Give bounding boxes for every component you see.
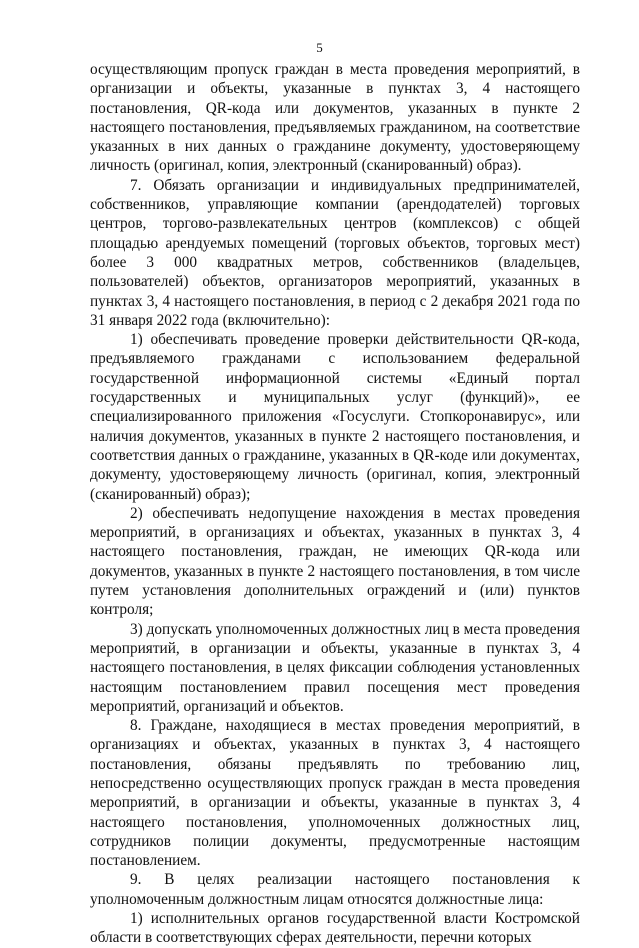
paragraph-item-9: 9. В целях реализации настоящего постановления к уполномоченным должностным лицам относятся должностные лица:: [90, 871, 580, 908]
paragraph-item-7-2: 2) обеспечивать недопущение нахождения в местах проведения мероприятий, в организациях и объектах, указанных в пунктах 3, 4 настоящего постановления, граждан, не имеющих QR-кода или документов, указанных в пункте 2 настоящего постановления, в том числе путем установления дополнительных ограждений и (или) пунктов контроля;: [90, 504, 580, 619]
paragraph-item-7-3: 3) допускать уполномоченных должностных лиц в места проведения мероприятий, в организации и объекты, указанные в пунктах 3, 4 настоящего постановления, в целях фиксации соблюдения установленных настоящим постановлением правил посещения мест проведения мероприятий, организаций и объектов.: [90, 620, 580, 715]
paragraph-item-8: 8. Граждане, находящиеся в местах проведения мероприятий, в организациях и объектах, указанных в пунктах 3, 4 настоящего постановления, обязаны предъявлять по требованию лиц, непосредственно осуществляющих пропуск граждан в места проведения мероприятий, в организации и объекты, указанные в пунктах 3, 4 настоящего постановления, уполномоченных должностных лиц, сотрудников полиции документы, предусмотренные настоящим постановлением.: [90, 717, 580, 870]
paragraph-item-9-1: 1) исполнительных органов государственной власти Костромской области в соответствующих сферах деятельности, перечни которых: [90, 910, 580, 947]
page-number: 5: [316, 40, 323, 55]
paragraph-item-7-1: 1) обеспечивать проведение проверки действительности QR-кода, предъявляемого гражданами с использованием федеральной государственной информационной системы «Единый портал государственных и муниципальных услуг (функций)», ее специализированного приложения «Госуслуги. Стопкоронавирус», или наличия документов, указанных в пункте 2 настоящего постановления, и соответствия данных о гражданине, указанных в QR-коде или документах, документу, удостоверяющему личность (оригинал, копия, электронный (сканированный) образ);: [90, 331, 580, 503]
paragraph-item-7: 7. Обязать организации и индивидуальных предпринимателей, собственников, управляющие компании (арендодателей) торговых центров, торгово-развлекательных центров (комплексов) с общей площадью арендуемых помещений (торговых объектов, торговых мест) более 3 000 квадратных метров, собственников (владельцев, пользователей) объектов, организаторов мероприятий, указанных в пунктах 3, 4 настоящего постановления, в период с 2 декабря 2021 года по 31 января 2022 года (включительно):: [90, 176, 580, 329]
paragraph-continuation: осуществляющим пропуск граждан в места проведения мероприятий, в организации и объекты, указанные в пунктах 3, 4 настоящего постановления, QR-кода или документов, указанных в пункте 2 настоящего постановления, предъявляемых гражданином, на соответствие указанных в них данных о гражданине документу, удостоверяющему личность (оригинал, копия, электронный (сканированный) образ).: [90, 61, 580, 175]
document-body: [90, 60, 580, 948]
